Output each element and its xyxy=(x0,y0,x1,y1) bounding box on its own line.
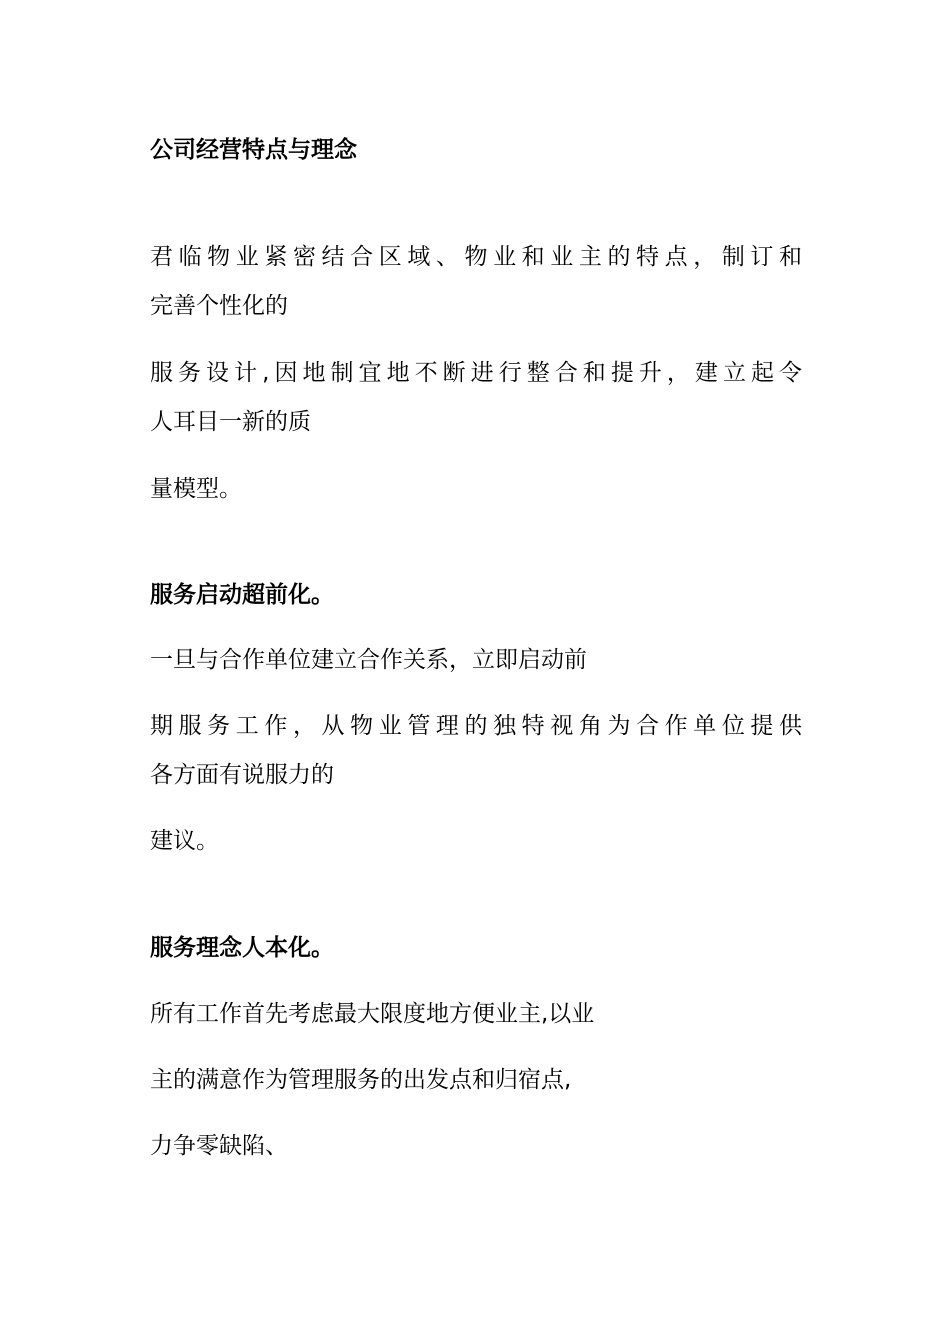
section-1-heading: 服务启动超前化。 xyxy=(150,582,334,608)
section-1-line-1: 一旦与合作单位建立合作关系，立即启动前 xyxy=(150,647,587,673)
paragraph-1-line-2: 完善个性化的 xyxy=(150,293,288,319)
section-1-line-3: 各方面有说服力的 xyxy=(150,762,334,788)
section-2-line-2: 主的满意作为管理服务的出发点和归宿点, xyxy=(150,1067,572,1093)
section-1-line-2: 期服务工作，从物业管理的独特视角为合作单位提供 xyxy=(150,713,802,739)
section-1-line-4: 建议。 xyxy=(150,828,219,854)
section-2-line-1: 所有工作首先考虑最大限度地方便业主,以业 xyxy=(150,1001,595,1027)
section-2-line-3: 力争零缺陷、 xyxy=(150,1133,288,1159)
paragraph-1-line-1: 君临物业紧密结合区域、物业和业主的特点，制订和 xyxy=(150,244,802,270)
section-2-heading: 服务理念人本化。 xyxy=(150,935,334,961)
paragraph-3-line-1: 量模型。 xyxy=(150,476,242,502)
document-title: 公司经营特点与理念 xyxy=(150,137,357,163)
paragraph-2-line-2: 人耳目一新的质 xyxy=(150,409,311,435)
paragraph-2-line-1: 服务设计,因地制宜地不断进行整合和提升，建立起令 xyxy=(150,360,802,386)
